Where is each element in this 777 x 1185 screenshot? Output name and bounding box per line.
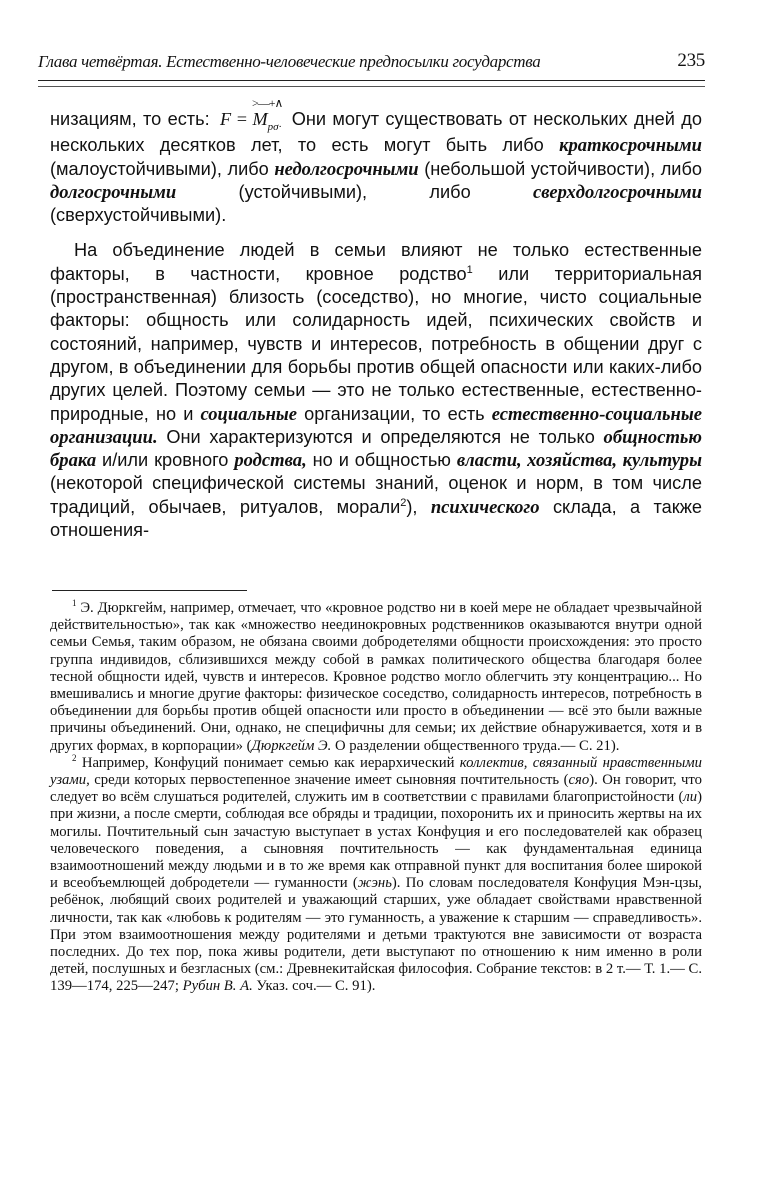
footnote-mark: 1 — [72, 598, 77, 609]
text-run: На объединение людей в семьи влияют не только естественные факторы, в частности, кровное родство — [50, 240, 702, 284]
emphasis: Дюркгейм Э. — [251, 737, 332, 754]
text-run: ) при жизни, а после смерти, соблюдая все обряды и традиции, похоронить их и приносить жертвы на их могилы. Почтительный сын зачастую выступает в устах Конфуция и его последователей как образец человеческого поведения, а сыновняя почтительность — как фундаментальная единица взаимоотношений между людьми и в то же время как отправной пункт для воспитания более широкой и всеобъемлющей добродетели — гуманности ( — [50, 789, 702, 892]
text-run: но и общностью — [306, 450, 457, 471]
emphasis: недолгосрочными — [274, 158, 419, 180]
paragraph-2 — [50, 239, 702, 542]
emphasis: Рубин В. А. — [182, 978, 253, 995]
footnote-ref-2[interactable]: 2 — [400, 496, 407, 509]
emphasis: краткосрочными — [559, 135, 702, 157]
text-run: склада, а также отношения- — [50, 496, 702, 541]
formula — [216, 96, 285, 134]
text-run: среди которых первостепенное значение имеет сыновняя почтительность ( — [89, 772, 569, 789]
footnote-separator — [52, 590, 247, 591]
emphasis: ли — [683, 789, 698, 806]
text-run: ). По словам последователя Конфуция Мэн-цзы, ребёнок, любящий своих родителей и уважающий старших, уже обладает свойствами нравственной личности, так как «любовь к родителям — это гуманность, а уважение к старшим — справедливость». При этом взаимоотношения между родителями и детьми трактуются вне зависимости от возраста последних. До тех пор, пока живы родители, дети выступают по отношению к ним именно в роли детей, послушных и безгласных (см.: Древнекитайская философия. Собрание текстов: в 2 т.— Т. 1.— С. 139—174, 225—247; — [50, 875, 702, 995]
text-run: Например, Конфуций понимает семью как иерархический — [76, 754, 460, 771]
main-text — [50, 96, 702, 542]
emphasis: жэнь — [357, 875, 392, 892]
emphasis: естественно-социальные организации. — [50, 403, 702, 448]
text-run: Указ. соч.— С. 91). — [252, 978, 376, 995]
chapter-title: Глава четвёртая. Естественно-человеческие предпосылки государства — [38, 52, 541, 71]
emphasis: психического — [430, 496, 540, 518]
text-run: О разделении общественного труда.— С. 21). — [331, 737, 620, 754]
footnote-ref-1[interactable]: 1 — [466, 263, 473, 276]
text-run: Они могут существовать от нескольких дней до нескольких десятков лет, то есть могут быть либо — [50, 109, 702, 156]
formula-accent: >—+∧ — [252, 96, 283, 110]
emphasis: сяо — [568, 772, 590, 789]
paragraph-1 — [50, 96, 702, 227]
running-header — [38, 52, 705, 78]
text-run: низациям, то есть: — [50, 109, 217, 129]
text-run: (некоторой специфической системы знаний, оценок и норм, в том числе традиций, обычаев, ритуалов, морали — [50, 473, 702, 517]
text-run: (сверхустойчивыми). — [50, 205, 227, 226]
text-run: или территориальная (пространственная) близость (соседство), но многие, чисто социальные факторы: общность или солидарность идей, психических свойств и состояний, например, чувств и интересов, потребность в общении друг с другом, в объединении для борьбы против общей опасности или каких-либо других целей. Поэтому семьи — это не только естественные, естественно-природные, но и — [50, 263, 702, 424]
text-run: ), — [406, 496, 431, 517]
emphasis: сверхдолгосрочными — [533, 181, 702, 203]
text-run: (устойчивыми), либо — [176, 181, 533, 202]
text-run: (малоустойчивыми), либо — [50, 158, 275, 179]
footnote-1 — [50, 600, 702, 755]
header-rule-top — [38, 80, 705, 81]
emphasis: социальные — [200, 403, 298, 425]
emphasis: общностью брака — [50, 426, 702, 472]
text-run: Э. Дюркгейм, например, отмечает, что «кровное родство ни в коей мере не обладает чрезвычайной действительностью», так как «множество неединокровных родственников оказываются внутри одной семьи Семья, таким образом, не обязана своими добродетелями общности происхождения: это просто группа индивидов, сблизившихся между собой в рамках политического общества благодаря более тесной общности идей, чувств и интересов. Кровное родство могло облегчить эту концентрацию... Но вмешивались и многие другие факторы: физическое соседство, солидарность интересов, потребность в объединении для борьбы против общей опасности или просто в объединении — всё это были важные причины объединений. Они, однако, не специфичны для семьи; их действие обнаруживается, хотя и в других формах, в корпорации» ( — [50, 600, 702, 754]
emphasis: коллектив, связанный нравственными узами, — [50, 754, 702, 789]
text-run: Они характеризуются и определяются не только — [157, 426, 604, 447]
emphasis: власти, хозяйства, культуры — [456, 450, 702, 472]
page-number: 235 — [677, 50, 705, 71]
text-run: организации, то есть — [297, 403, 492, 424]
formula-lhs: F = — [220, 109, 253, 129]
footnotes — [50, 600, 702, 996]
text-run: (небольшой устойчивости), либо — [418, 158, 702, 179]
text-run: ). Он говорит, что следует во всём слушаться родителей, служить им в соответствии с правилами благопристойности ( — [50, 772, 702, 806]
footnote-2 — [50, 752, 702, 996]
header-rule-bottom — [38, 86, 705, 87]
emphasis: долгосрочными — [50, 181, 177, 203]
formula-subscript: pσ· — [267, 121, 282, 133]
emphasis: родства, — [234, 450, 307, 472]
text-run: и/или кровного — [96, 450, 235, 471]
footnote-mark: 2 — [72, 752, 77, 763]
formula-main: M — [252, 109, 268, 129]
